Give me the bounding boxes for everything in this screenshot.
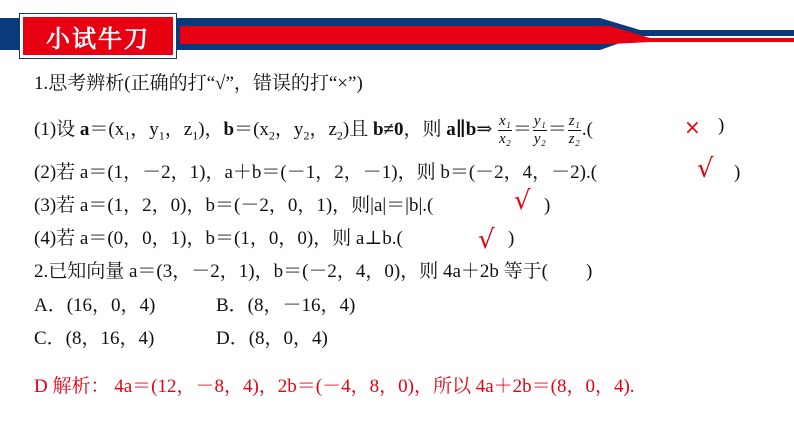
section-title: 小试牛刀: [46, 24, 150, 53]
fraction-y: $\frac{\text{y₁}}{\text{y₂}}$: [533, 113, 546, 147]
q1-item1-close: ): [718, 115, 725, 136]
q1-item2-close: ): [734, 162, 741, 183]
check-mark-2: √: [697, 154, 714, 184]
check-mark-3: √: [514, 186, 531, 216]
q2-option-a: A．(16，0，4): [34, 295, 156, 316]
fraction-z: $\frac{\text{z₁}}{\text{z₂}}$: [568, 113, 580, 147]
q1-item2: (2)若 a＝(1，－2，1)，a＋b＝(－1，2，－1)，则 b＝(－2，4，－2).(: [34, 162, 598, 183]
q1-item4-close: ): [508, 228, 515, 249]
q1-item4: (4)若 a＝(0，0，1)，b＝(1，0，0)，则 a⊥b.(: [34, 228, 403, 249]
header-band: [0, 0, 794, 68]
q2-stem: 2.已知向量 a＝(3，－2，1)，b＝(－2，4，0)，则 4a＋2b 等于( ): [34, 261, 593, 282]
answer-explanation: D 解析： 4a＝(12，－8，4)，2b＝(－4，8，0)，所以 4a＋2b＝(8，0，4).: [34, 376, 635, 397]
vec-a: a: [79, 118, 90, 140]
q1-item3: (3)若 a＝(1，2，0)，b＝(－2，0，1)，则|a|＝|b|.(: [34, 195, 434, 216]
check-mark-4: √: [478, 225, 495, 255]
cross-mark-1: ×: [684, 115, 701, 139]
q1-intro: 1.思考辨析(正确的打“√”，错误的打“×”): [34, 73, 363, 94]
q1-item3-close: ): [544, 195, 551, 216]
q2-option-c: C．(8，16，4): [34, 328, 155, 349]
section-title-box: [20, 14, 176, 58]
fraction-x: $\frac{\text{x₁}}{\text{x₂}}$: [499, 113, 511, 147]
q2-option-d: D．(8，0，4): [216, 328, 328, 349]
q1-item1: (1)设 $a=(x_1$，$y_1$，$z_1$)，$b=(x_2$，$y_2$，$z_2$)且 b≠0，则 a∥b⇒ $\frac{\text{x₁}}{\text{x₂}}$ ＝ $\frac{\text{y₁}}{\text{y₂}}$ ＝ $\frac{\text{z₁}}{\text{z₂}}$ .(: [34, 113, 593, 147]
q2-option-b: B．(8，－16，4): [216, 295, 356, 316]
